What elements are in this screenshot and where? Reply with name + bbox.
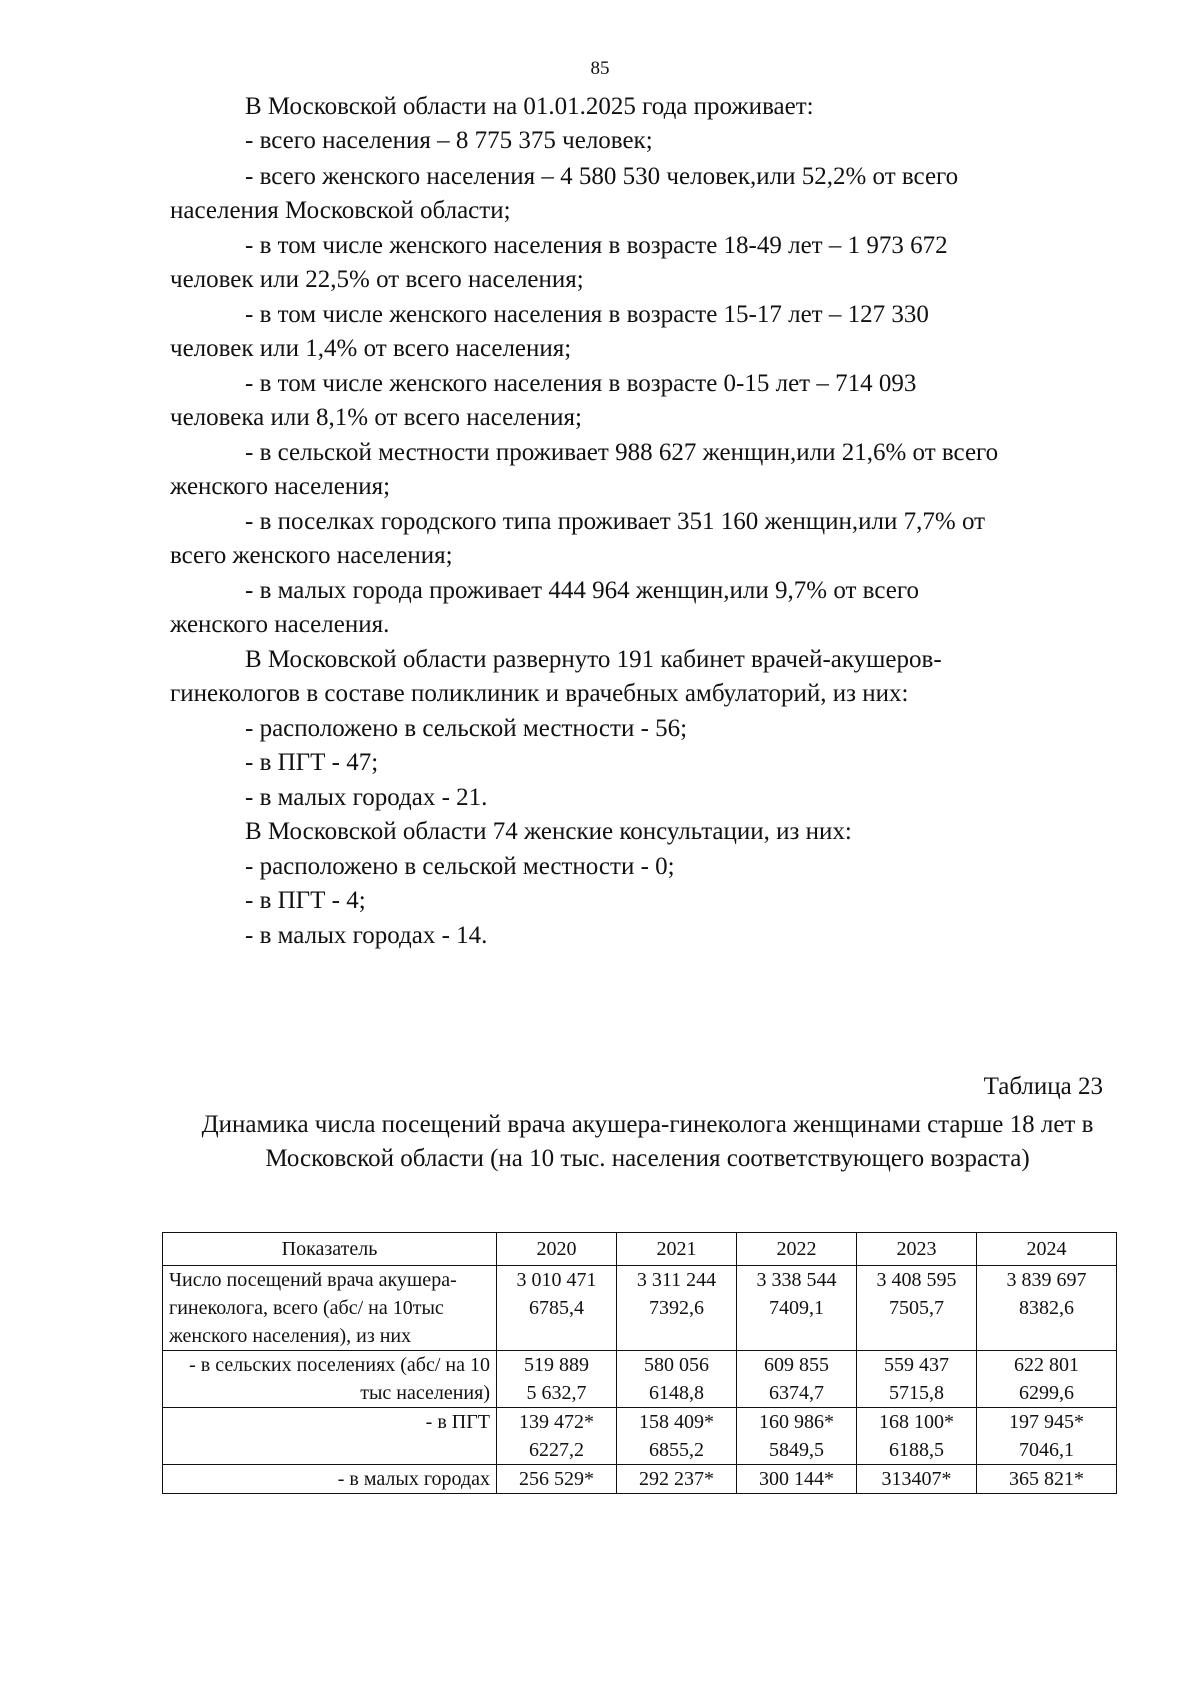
- text-line: - в малых городах - 21.: [245, 784, 488, 811]
- row-label-line: гинеколога, всего (абс/ на 10тыс: [169, 1297, 444, 1319]
- text-line: человека или 8,1% от всего населения;: [170, 404, 582, 431]
- text-line: населения Московской области;: [170, 197, 511, 224]
- abs-value: 3 311 244: [636, 1269, 717, 1291]
- abs-value: 3 408 595: [876, 1269, 957, 1291]
- abs-value: 160 986*: [759, 1411, 834, 1433]
- rate-value: 6374,7: [769, 1382, 824, 1404]
- column-header: 2023: [857, 1233, 977, 1266]
- page-number: 85: [590, 58, 610, 79]
- text-line: - расположено в сельской местности - 56;: [245, 715, 688, 742]
- table-header-row: [163, 1233, 1117, 1266]
- abs-value: 300 144*: [759, 1468, 834, 1490]
- table-cell: [857, 1465, 977, 1494]
- table-cell: [617, 1351, 737, 1408]
- text-line: - в малых городах - 14.: [245, 922, 488, 949]
- rate-value: 6855,2: [649, 1439, 704, 1461]
- table-cell: [737, 1266, 857, 1351]
- text-line: - всего женского населения – 4 580 530 человек,или 52,2% от всего: [245, 163, 959, 190]
- table-cell: [497, 1465, 617, 1494]
- rate-value: 5715,8: [889, 1382, 944, 1404]
- column-header: 2020: [497, 1233, 617, 1266]
- text-line: человек или 22,5% от всего населения;: [170, 266, 584, 293]
- text-line: - в том числе женского населения в возрасте 0-15 лет – 714 093: [245, 370, 917, 397]
- table-cell: [617, 1408, 737, 1465]
- text-line: женского населения.: [170, 611, 390, 638]
- rate-value: 6299,6: [1019, 1382, 1074, 1404]
- text-line: гинекологов в составе поликлиник и врачебных амбулаторий, из них:: [170, 680, 909, 707]
- table-cell: [617, 1266, 737, 1351]
- table-cell: [617, 1465, 737, 1494]
- table-row: [163, 1408, 1117, 1465]
- abs-value: 168 100*: [879, 1411, 954, 1433]
- column-header: Показатель: [163, 1233, 497, 1266]
- text-line: В Московской области развернуто 191 кабинет врачей-акушеров-: [245, 646, 942, 673]
- text-line: человек или 1,4% от всего населения;: [170, 335, 572, 362]
- text-line: - всего населения – 8 775 375 человек;: [245, 127, 653, 154]
- abs-value: 3 338 544: [756, 1269, 837, 1291]
- row-label-line: Число посещений врача акушера-: [169, 1269, 457, 1291]
- rate-value: 7392,6: [649, 1297, 704, 1319]
- text-line: - в ПГТ - 47;: [245, 749, 379, 776]
- row-label-line: тыс населения): [360, 1382, 490, 1404]
- rate-value: 6785,4: [529, 1297, 584, 1319]
- table-cell: [497, 1351, 617, 1408]
- text-line: - в малых города проживает 444 964 женщин,или 9,7% от всего: [245, 577, 919, 604]
- text-line: женского населения;: [170, 473, 391, 500]
- abs-value: 158 409*: [639, 1411, 714, 1433]
- abs-value: 622 801: [1014, 1354, 1079, 1376]
- text-line: В Московской области 74 женские консультации, из них:: [245, 818, 852, 845]
- abs-value: 3 010 471: [516, 1269, 597, 1291]
- column-header: 2022: [737, 1233, 857, 1266]
- text-line: В Московской области на 01.01.2025 года проживает:: [245, 93, 814, 120]
- table-cell: [977, 1266, 1117, 1351]
- abs-value: 256 529*: [519, 1468, 594, 1490]
- rate-value: 8382,6: [1019, 1297, 1074, 1319]
- abs-value: 580 056: [644, 1354, 709, 1376]
- rate-value: 6227,2: [529, 1439, 584, 1461]
- rate-value: 5 632,7: [526, 1382, 587, 1404]
- table-cell: [857, 1408, 977, 1465]
- rate-value: 6148,8: [649, 1382, 704, 1404]
- abs-value: 559 437: [884, 1354, 949, 1376]
- abs-value: 609 855: [764, 1354, 829, 1376]
- table-title: Динамика числа посещений врача акушера-гинеколога женщинами старше 18 лет в Московской области (на 10 тыс. населения соответствующего возраста): [201, 1111, 1094, 1172]
- text-line: - в том числе женского населения в возрасте 18-49 лет – 1 973 672: [245, 232, 948, 259]
- text-line: всего женского населения;: [170, 542, 453, 569]
- rate-value: 7046,1: [1019, 1439, 1074, 1461]
- text-line: - в ПГТ - 4;: [245, 887, 366, 914]
- row-label: [163, 1266, 497, 1351]
- rate-value: 7409,1: [769, 1297, 824, 1319]
- row-label-line: - в сельских поселениях (абс/ на 10: [189, 1354, 490, 1376]
- column-header: 2021: [617, 1233, 737, 1266]
- row-label-line: - в ПГТ: [425, 1411, 490, 1433]
- table-row: [163, 1465, 1117, 1494]
- data-table: [162, 1232, 1117, 1494]
- table-cell: [497, 1408, 617, 1465]
- row-label-line: - в малых городах: [337, 1468, 490, 1490]
- table-cell: [737, 1465, 857, 1494]
- table-cell: [977, 1408, 1117, 1465]
- text-line: - в том числе женского населения в возрасте 15-17 лет – 127 330: [245, 301, 929, 328]
- column-header: 2024: [977, 1233, 1117, 1266]
- table-cell: [857, 1266, 977, 1351]
- abs-value: 292 237*: [639, 1468, 714, 1490]
- table-cell: [977, 1465, 1117, 1494]
- rate-value: 5849,5: [769, 1439, 824, 1461]
- row-label: [163, 1351, 497, 1408]
- abs-value: 197 945*: [1009, 1411, 1084, 1433]
- text-line: - расположено в сельской местности - 0;: [245, 853, 675, 880]
- table-cell: [737, 1408, 857, 1465]
- abs-value: 3 839 697: [1006, 1269, 1087, 1291]
- row-label-line: женского населения), из них: [169, 1325, 412, 1347]
- table-cell: [857, 1351, 977, 1408]
- rate-value: 7505,7: [889, 1297, 944, 1319]
- abs-value: 139 472*: [519, 1411, 594, 1433]
- table-cell: [977, 1351, 1117, 1408]
- rate-value: 6188,5: [889, 1439, 944, 1461]
- table-cell: [497, 1266, 617, 1351]
- text-line: - в сельской местности проживает 988 627 женщин,или 21,6% от всего: [245, 439, 999, 466]
- abs-value: 519 889: [524, 1354, 589, 1376]
- table-cell: [737, 1351, 857, 1408]
- row-label: [163, 1408, 497, 1465]
- table-number: Таблица 23: [983, 1073, 1103, 1100]
- text-line: - в поселках городского типа проживает 351 160 женщин,или 7,7% от: [245, 508, 986, 535]
- abs-value: 313407*: [881, 1468, 952, 1490]
- row-label: [163, 1465, 497, 1494]
- table-row: [163, 1266, 1117, 1351]
- abs-value: 365 821*: [1009, 1468, 1084, 1490]
- table-row: [163, 1351, 1117, 1408]
